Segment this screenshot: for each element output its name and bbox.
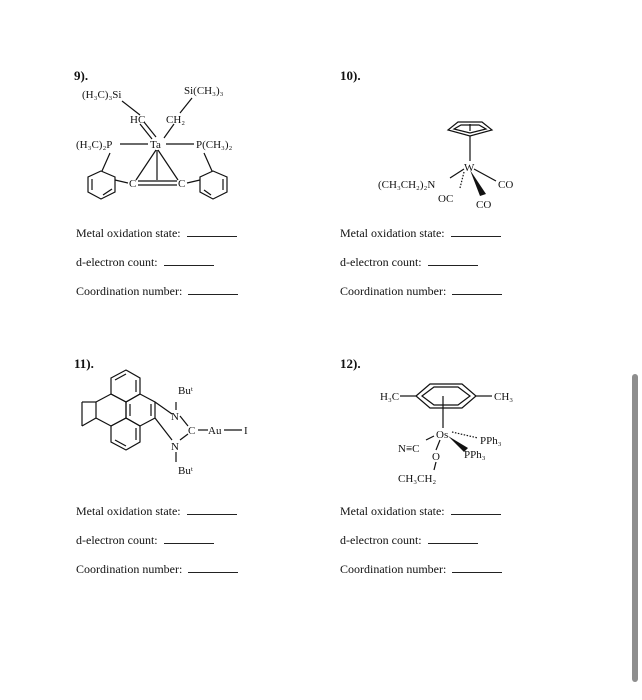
problem-number: 10).	[340, 68, 361, 83]
structure-11	[74, 356, 354, 506]
question-d-electron: d-electron count:	[76, 533, 214, 548]
question-coordination: Coordination number:	[76, 562, 238, 577]
problem-number: 9).	[74, 68, 89, 83]
label-h3c: H₃C	[380, 391, 400, 403]
structure-9	[74, 68, 354, 218]
problem-9	[74, 68, 354, 318]
question-coordination: Coordination number:	[76, 284, 238, 299]
label-ethyl: CH₃CH₂	[398, 473, 437, 485]
label-but-top: Buᵗ	[178, 385, 193, 397]
question-oxidation-state: Metal oxidation state:	[340, 504, 501, 519]
question-oxidation-state: Metal oxidation state:	[340, 226, 501, 241]
label-p-left: (H₃C)₂P	[76, 139, 113, 151]
answer-blank[interactable]	[164, 255, 214, 266]
answer-blank[interactable]	[188, 562, 238, 573]
question-d-electron: d-electron count:	[340, 255, 478, 270]
answer-blank[interactable]	[188, 284, 238, 295]
label-amide: (CH₃CH₂)₂N	[378, 179, 436, 191]
problem-10	[340, 68, 620, 318]
vertical-scrollbar[interactable]	[632, 374, 638, 682]
label-w: W	[464, 162, 475, 174]
question-oxidation-state: Metal oxidation state:	[76, 226, 237, 241]
label-ch3: CH₃	[494, 391, 514, 403]
label-au: Au	[208, 425, 222, 437]
problem-11	[74, 356, 354, 606]
label-i: I	[244, 425, 248, 437]
label-pph3-lower: PPh₃	[464, 449, 486, 461]
label-nc: N≡C	[398, 443, 420, 455]
problem-number: 12).	[340, 356, 361, 371]
problem-number: 11).	[74, 356, 94, 371]
answer-blank[interactable]	[164, 533, 214, 544]
label-co-right: CO	[498, 179, 514, 191]
answer-blank[interactable]	[428, 533, 478, 544]
question-d-electron: d-electron count:	[340, 533, 478, 548]
answer-blank[interactable]	[187, 504, 237, 515]
answer-blank[interactable]	[451, 226, 501, 237]
label-oc: OC	[438, 193, 454, 205]
label-hc: HC	[130, 114, 146, 126]
question-coordination: Coordination number:	[340, 562, 502, 577]
label-ta: Ta	[150, 139, 161, 151]
label-pph3-upper: PPh₃	[480, 435, 502, 447]
label-ch2: CH₂	[166, 114, 186, 126]
label-o: O	[432, 451, 440, 463]
label-tms-right: Si(CH₃)₃	[184, 85, 224, 97]
answer-blank[interactable]	[428, 255, 478, 266]
question-d-electron: d-electron count:	[76, 255, 214, 270]
label-n-top: N	[171, 411, 179, 423]
question-coordination: Coordination number:	[340, 284, 502, 299]
label-co-bottom: CO	[476, 199, 492, 211]
label-c: C	[188, 425, 196, 437]
label-but-bottom: Buᵗ	[178, 465, 193, 477]
label-n-bottom: N	[171, 441, 179, 453]
structure-10	[340, 68, 620, 218]
answer-blank[interactable]	[452, 562, 502, 573]
answer-blank[interactable]	[452, 284, 502, 295]
problem-12	[340, 356, 620, 606]
answer-blank[interactable]	[451, 504, 501, 515]
answer-blank[interactable]	[187, 226, 237, 237]
label-c1: C	[129, 178, 137, 190]
label-c2: C	[178, 178, 186, 190]
structure-12	[340, 356, 620, 506]
question-oxidation-state: Metal oxidation state:	[76, 504, 237, 519]
label-tms-left: (H₃C)₃Si	[82, 89, 122, 101]
label-os: Os	[436, 429, 449, 441]
label-p-right: P(CH₃)₂	[196, 139, 233, 151]
